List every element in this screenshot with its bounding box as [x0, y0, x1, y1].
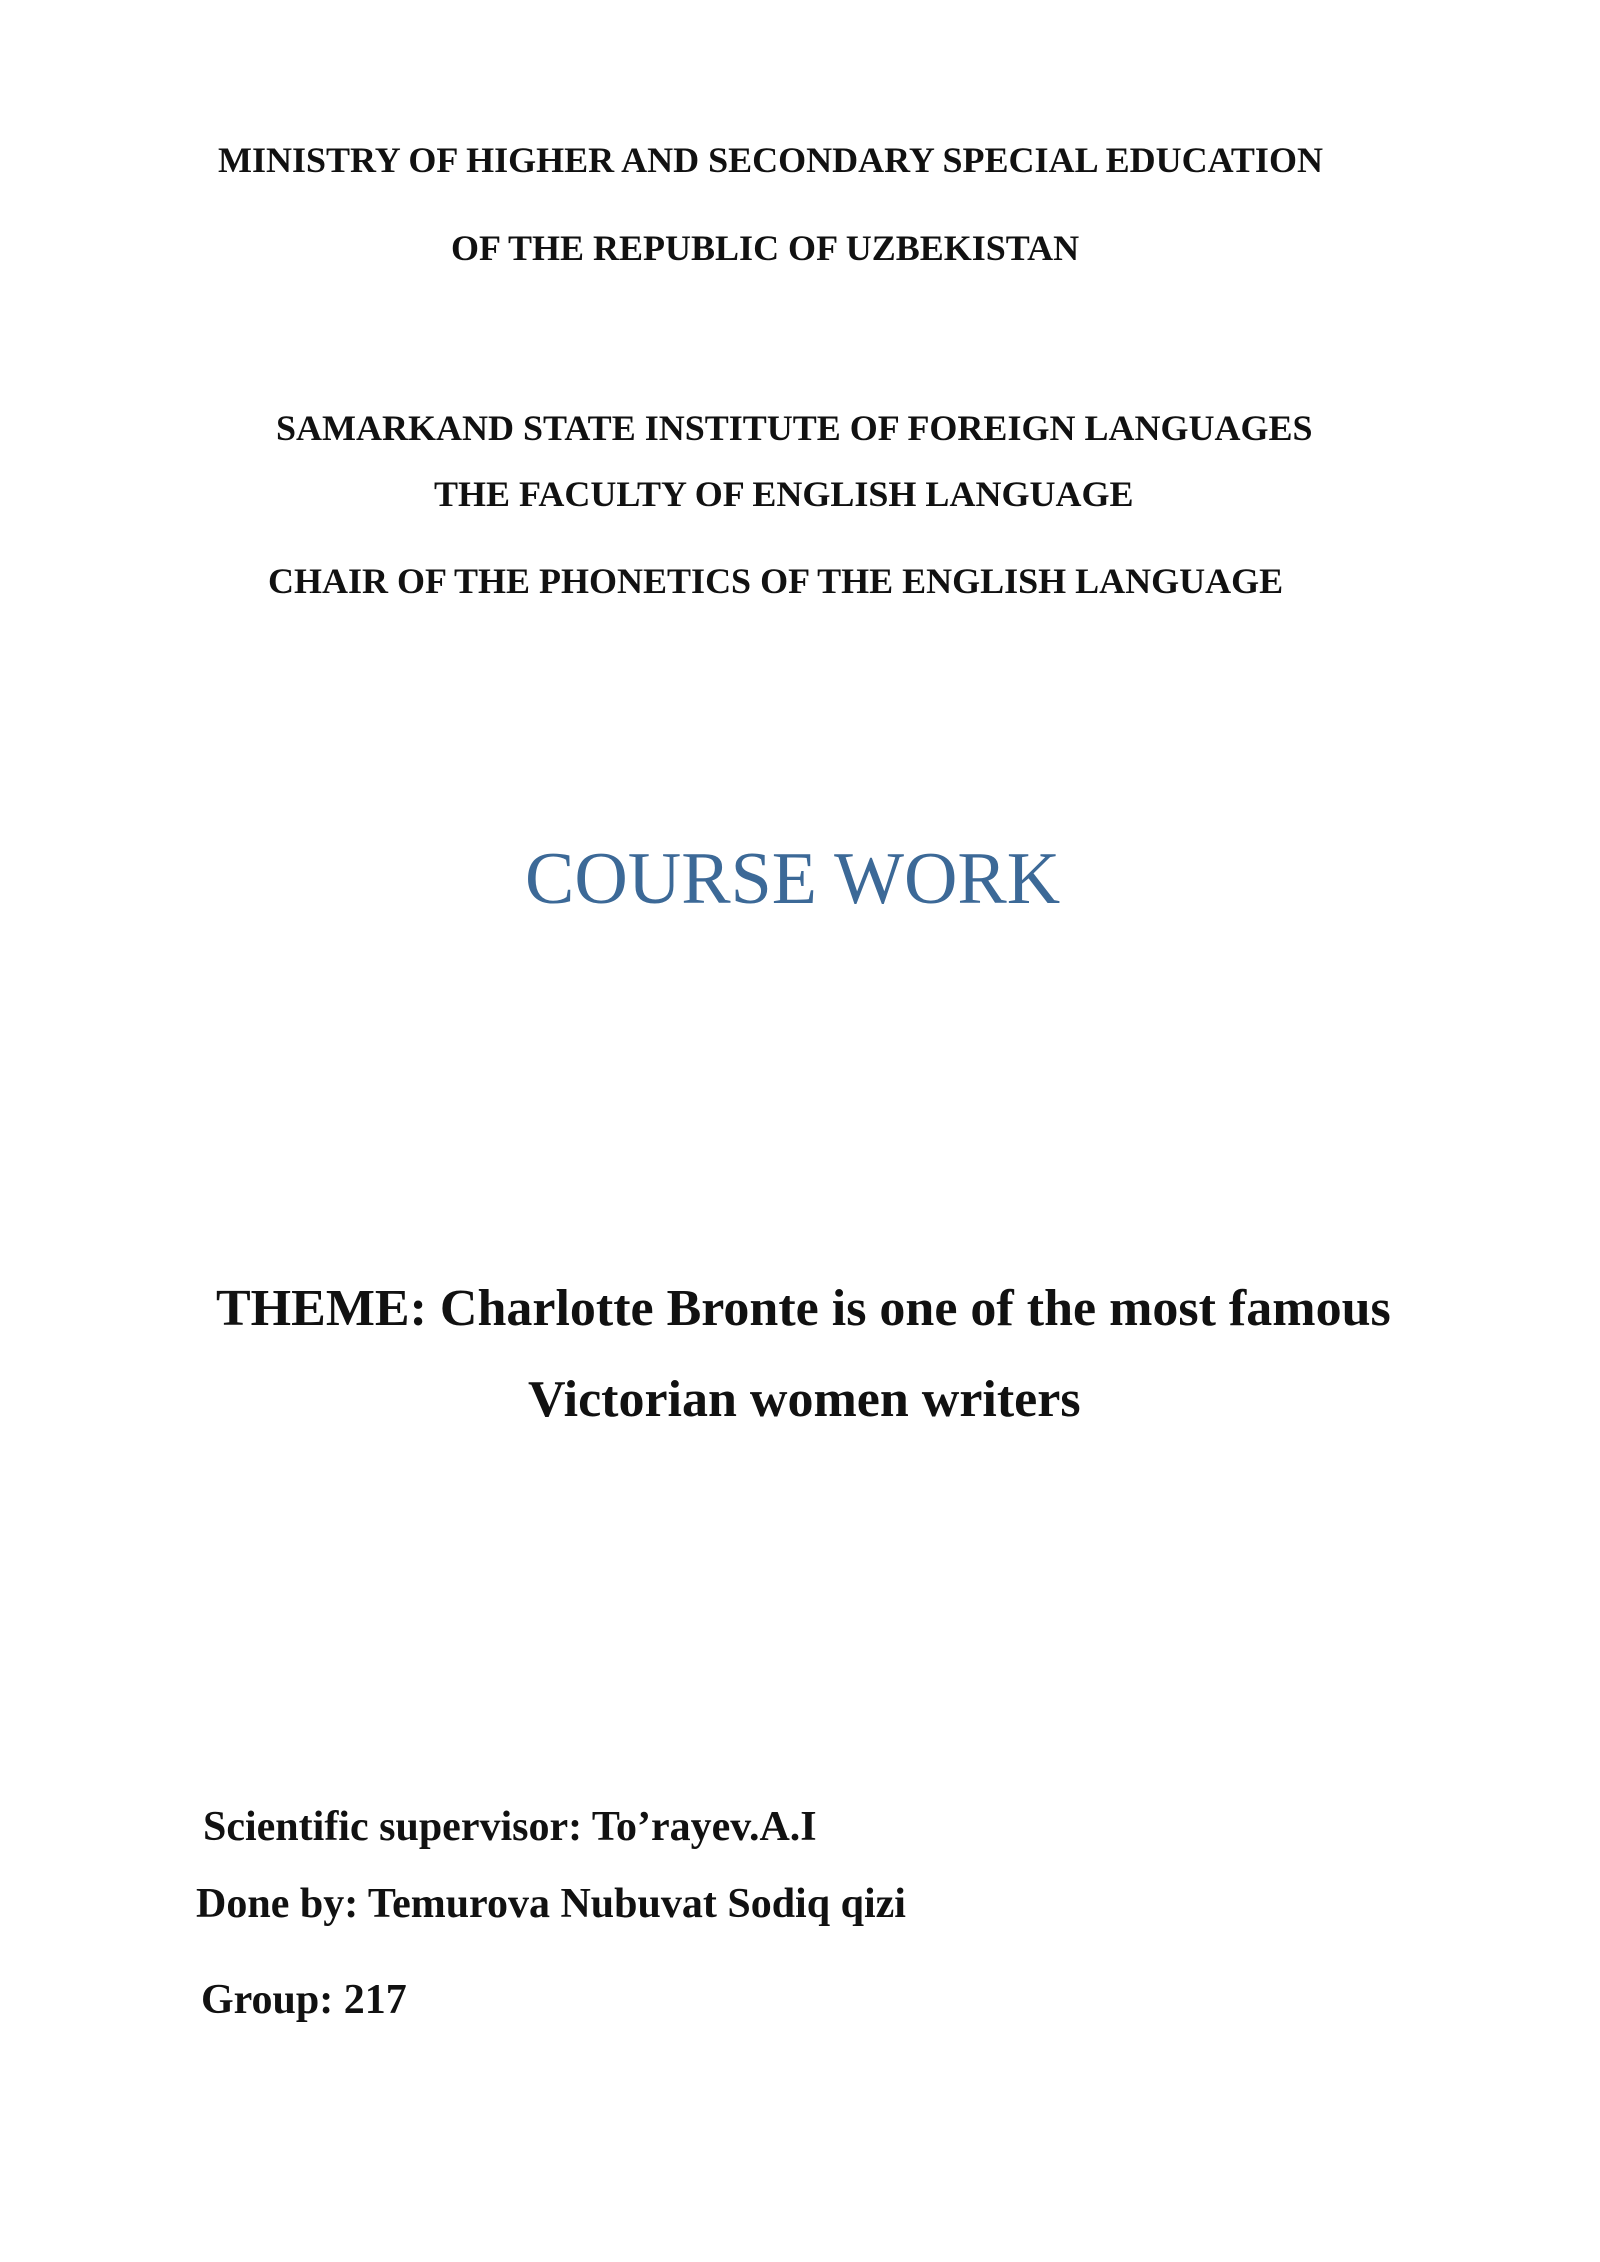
document-title: COURSE WORK: [525, 838, 1061, 920]
supervisor-line: Scientific supervisor: To’rayev.A.I: [203, 1804, 817, 1850]
group-line: Group: 217: [201, 1977, 407, 2023]
ministry-heading-line2: OF THE REPUBLIC OF UZBEKISTAN: [451, 228, 1080, 268]
theme-line1: THEME: Charlotte Bronte is one of the most famous: [216, 1280, 1391, 1337]
done-by-line: Done by: Temurova Nubuvat Sodiq qizi: [196, 1881, 906, 1927]
ministry-heading-line1: MINISTRY OF HIGHER AND SECONDARY SPECIAL EDUCATION: [218, 140, 1323, 180]
institute-heading: SAMARKAND STATE INSTITUTE OF FOREIGN LANGUAGES: [276, 408, 1313, 448]
faculty-heading: THE FACULTY OF ENGLISH LANGUAGE: [434, 474, 1134, 514]
theme-line2: Victorian women writers: [528, 1371, 1081, 1428]
chair-heading: CHAIR OF THE PHONETICS OF THE ENGLISH LANGUAGE: [268, 561, 1284, 601]
